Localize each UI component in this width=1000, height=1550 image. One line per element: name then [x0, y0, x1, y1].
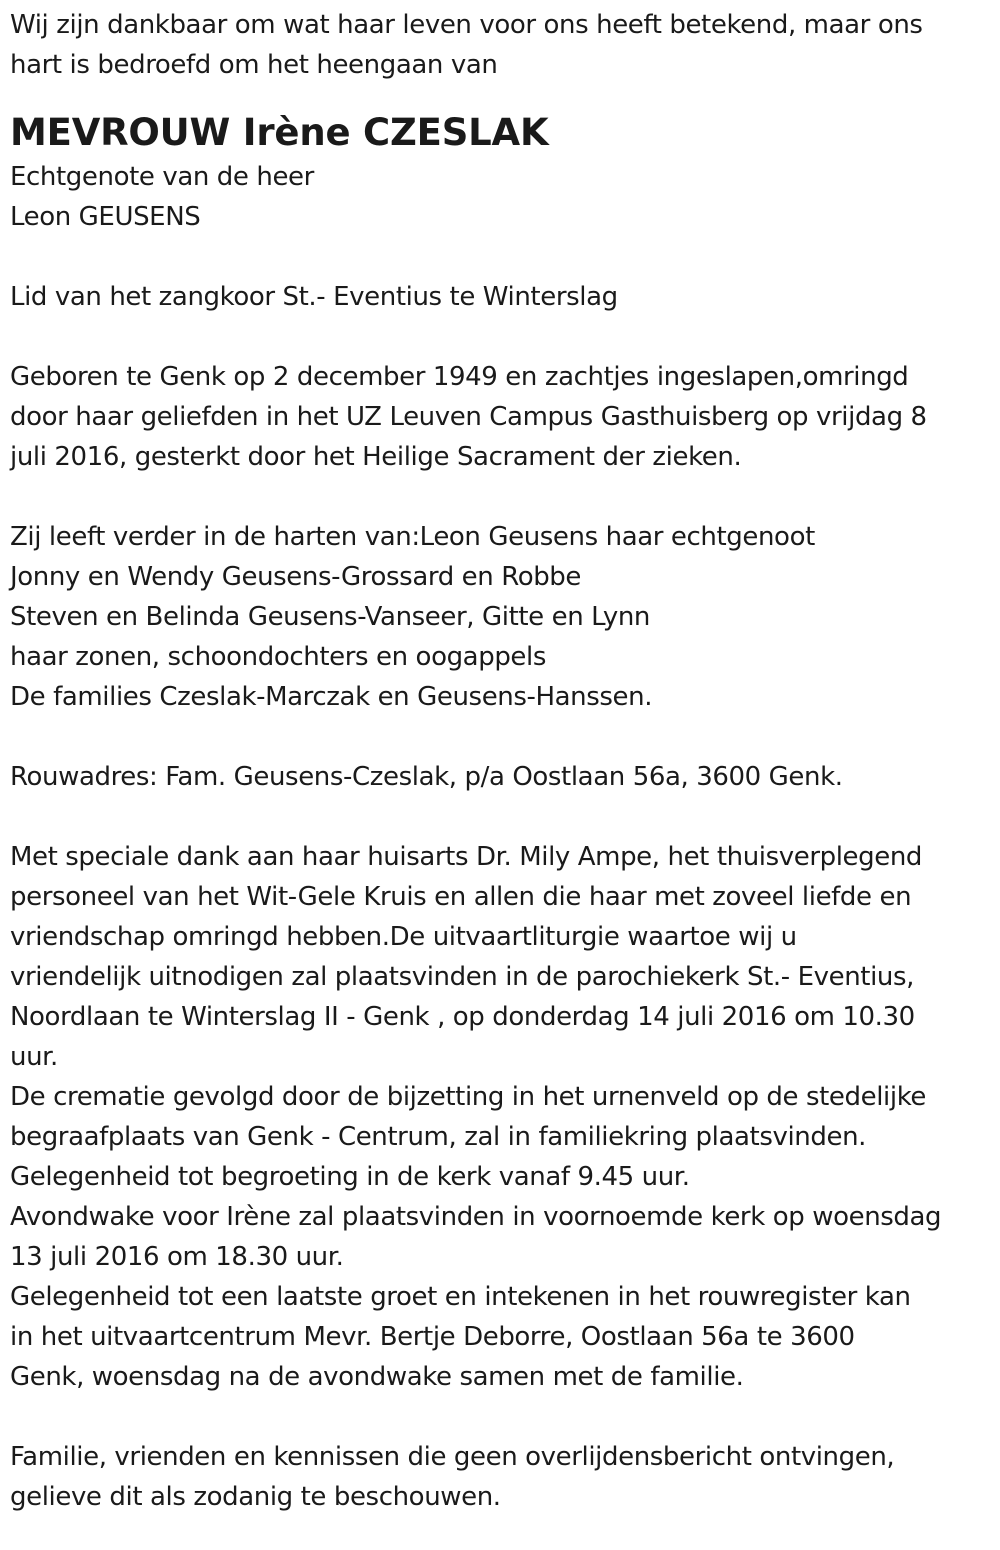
- address-line: Rouwadres: Fam. Geusens-Czeslak, p/a Oostlaan 56a, 3600 Genk.: [10, 762, 843, 792]
- birth-death-line: door haar geliefden in het UZ Leuven Campus Gasthuisberg op vrijdag 8: [10, 402, 927, 432]
- survivors-paragraph: [10, 517, 992, 717]
- details-line: Avondwake voor Irène zal plaatsvinden in voornoemde kerk op woensdag: [10, 1202, 942, 1232]
- birth-death-line: Geboren te Genk op 2 december 1949 en zachtjes ingeslapen,omringd: [10, 362, 909, 392]
- details-line: Noordlaan te Winterslag II - Genk , op donderdag 14 juli 2016 om 10.30: [10, 1002, 915, 1032]
- survivors-line: Steven en Belinda Geusens-Vanseer, Gitte en Lynn: [10, 602, 651, 632]
- spouse-line: Leon GEUSENS: [10, 202, 201, 232]
- details-line: 13 juli 2016 om 18.30 uur.: [10, 1242, 344, 1272]
- closing-line: Familie, vrienden en kennissen die geen overlijdensbericht ontvingen,: [10, 1442, 895, 1472]
- intro-line: hart is bedroefd om het heengaan van: [10, 50, 498, 80]
- details-line: uur.: [10, 1042, 58, 1072]
- details-line: Met speciale dank aan haar huisarts Dr. Mily Ampe, het thuisverplegend: [10, 842, 923, 872]
- intro-line: Wij zijn dankbaar om wat haar leven voor ons heeft betekend, maar ons: [10, 10, 923, 40]
- details-line: begraafplaats van Genk - Centrum, zal in familiekring plaatsvinden.: [10, 1122, 867, 1152]
- closing-line: gelieve dit als zodanig te beschouwen.: [10, 1482, 501, 1512]
- details-line: vriendelijk uitnodigen zal plaatsvinden in de parochiekerk St.- Eventius,: [10, 962, 914, 992]
- deceased-name: MEVROUW Irène CZESLAK: [10, 111, 549, 154]
- intro-paragraph: [10, 5, 992, 85]
- membership-paragraph: [10, 277, 992, 317]
- address-paragraph: [10, 757, 992, 797]
- survivors-line: Jonny en Wendy Geusens-Grossard en Robbe: [10, 562, 582, 592]
- closing-paragraph: [10, 1437, 992, 1517]
- details-line: Gelegenheid tot begroeting in de kerk vanaf 9.45 uur.: [10, 1162, 690, 1192]
- membership-line: Lid van het zangkoor St.- Eventius te Winterslag: [10, 282, 618, 312]
- details-line: Gelegenheid tot een laatste groet en intekenen in het rouwregister kan: [10, 1282, 911, 1312]
- survivors-line: haar zonen, schoondochters en oogappels: [10, 642, 546, 672]
- survivors-line: De families Czeslak-Marczak en Geusens-Hanssen.: [10, 682, 653, 712]
- spouse-paragraph: [10, 157, 992, 237]
- survivors-line: Zij leeft verder in de harten van:Leon Geusens haar echtgenoot: [10, 522, 815, 552]
- details-line: in het uitvaartcentrum Mevr. Bertje Deborre, Oostlaan 56a te 3600: [10, 1322, 855, 1352]
- details-line: personeel van het Wit-Gele Kruis en allen die haar met zoveel liefde en: [10, 882, 912, 912]
- birth-death-line: juli 2016, gesterkt door het Heilige Sacrament der zieken.: [10, 442, 742, 472]
- details-line: De crematie gevolgd door de bijzetting in het urnenveld op de stedelijke: [10, 1082, 927, 1112]
- spouse-line: Echtgenote van de heer: [10, 162, 314, 192]
- details-paragraph: [10, 837, 992, 1397]
- birth-death-paragraph: [10, 357, 992, 477]
- details-line: vriendschap omringd hebben.De uitvaartliturgie waartoe wij u: [10, 922, 797, 952]
- details-line: Genk, woensdag na de avondwake samen met de familie.: [10, 1362, 744, 1392]
